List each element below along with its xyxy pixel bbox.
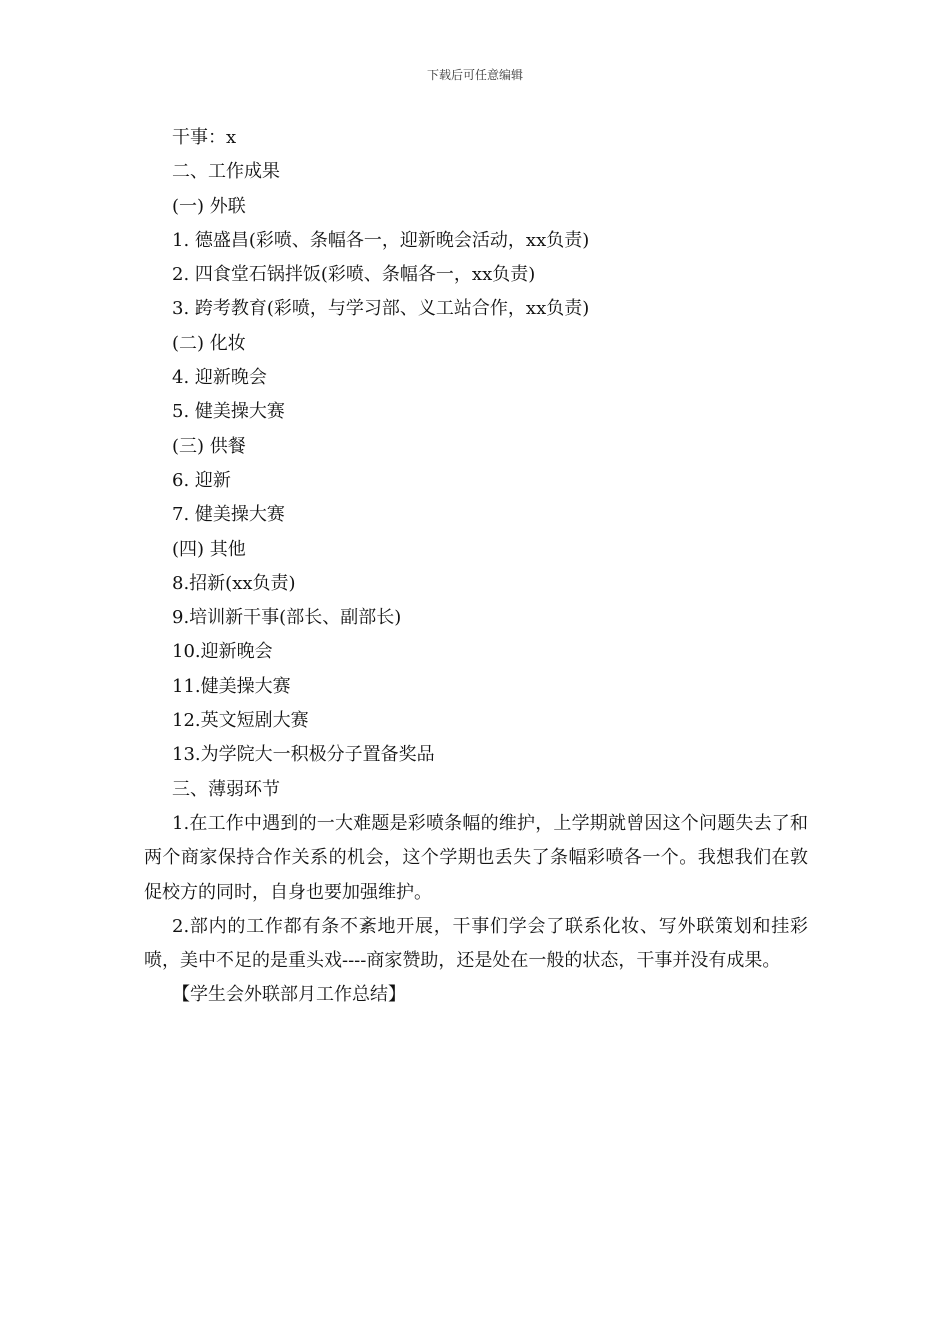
list-item: 5. 健美操大赛 xyxy=(172,401,285,423)
list-item: 9.培训新干事(部长、副部长) xyxy=(172,607,402,629)
page-header-note: 下载后可任意编辑 xyxy=(426,68,523,82)
section-heading-achievements: 二、工作成果 xyxy=(172,161,280,183)
subsection-heading-outreach: (一) 外联 xyxy=(172,195,246,217)
weakness-paragraph-2: 2.部内的工作都有条不紊地开展，干事们学会了联系化妆、写外联策划和挂彩喷，美中不足的是重头戏----商家赞助，还是处在一般的状态，干事并没有成果。 xyxy=(144,915,808,972)
section-heading-weaknesses: 三、薄弱环节 xyxy=(172,778,280,800)
list-item: 10.迎新晚会 xyxy=(172,641,273,663)
subsection-heading-other: (四) 其他 xyxy=(172,538,246,560)
list-item: 1. 德盛昌(彩喷、条幅各一，迎新晚会活动，xx负责) xyxy=(172,229,590,251)
list-item: 7. 健美操大赛 xyxy=(172,504,285,526)
list-item: 3. 跨考教育(彩喷，与学习部、义工站合作，xx负责) xyxy=(172,298,590,320)
list-item: 6. 迎新 xyxy=(172,469,231,491)
list-item: 4. 迎新晚会 xyxy=(172,367,267,389)
document-body xyxy=(144,121,808,1013)
subsection-heading-catering: (三) 供餐 xyxy=(172,435,246,457)
list-item: 13.为学院大一积极分子置备奖品 xyxy=(172,744,435,766)
list-item: 11.健美操大赛 xyxy=(172,675,291,697)
list-item: 12.英文短剧大赛 xyxy=(172,710,309,732)
list-item: 2. 四食堂石锅拌饭(彩喷、条幅各一，xx负责) xyxy=(172,264,536,286)
weakness-paragraph-1: 1.在工作中遇到的一大难题是彩喷条幅的维护，上学期就曾因这个问题失去了和两个商家保持合作关系的机会，这个学期也丢失了条幅彩喷各一个。我想我们在敦促校方的同时，自身也要加强维护。 xyxy=(144,812,808,903)
list-item: 8.招新(xx负责) xyxy=(172,572,296,594)
subsection-heading-makeup: (二) 化妆 xyxy=(172,332,246,354)
staff-line: 干事：x xyxy=(172,127,237,148)
document-footer-title: 【学生会外联部月工作总结】 xyxy=(172,984,406,1006)
